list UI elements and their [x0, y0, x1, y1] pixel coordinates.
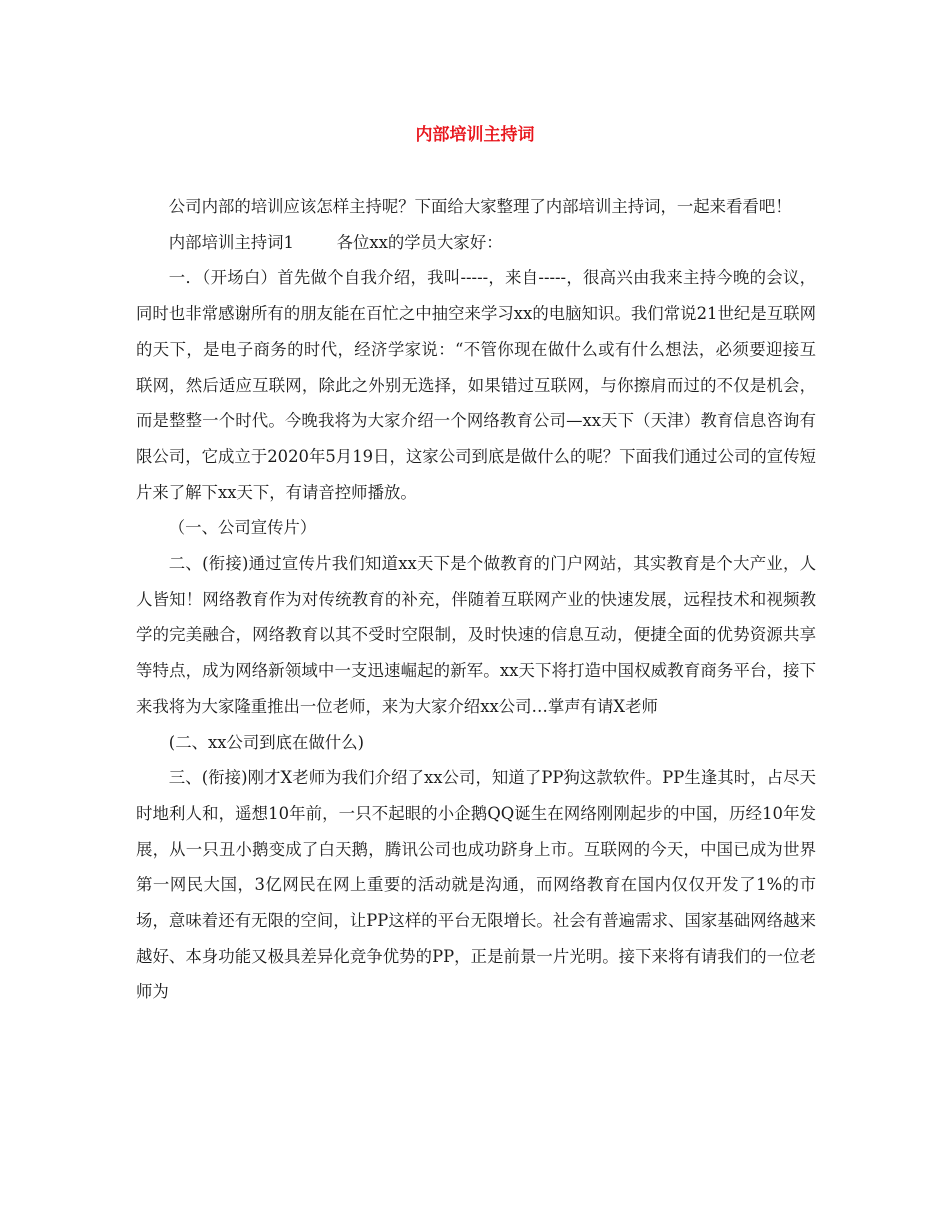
document-title: 内部培训主持词	[415, 125, 535, 145]
section-heading-line	[136, 225, 816, 261]
intro-paragraph: 公司内部的培训应该怎样主持呢？下面给大家整理了内部培训主持词，一起来看看吧！	[168, 197, 792, 216]
subheading-company-business: (二、xx公司到底在做什么)	[168, 732, 364, 752]
greeting: 各位xx的学员大家好：	[336, 232, 503, 252]
paragraph-transition-2: 二、(衔接)通过宣传片我们知道xx天下是个做教育的门户网站，其实教育是个大产业，人人皆知！网络教育作为对传统教育的补充，伴随着互联网产业的快速发展，远程技术和视频教学的完美融合，网络教育以其不受时空限制，及时快速的信息互动，便捷全面的优势资源共享等特点，成为网络新领域中一支迅速崛起的新军。xx天下将打造中国权威教育商务平台，接下来我将为大家隆重推出一位老师，来为大家介绍xx公司…掌声有请X老师	[136, 554, 816, 716]
paragraph-transition-3: 三、(衔接)刚才X老师为我们介绍了xx公司，知道了PP狗这款软件。PP生逢其时，占尽天时地利人和，遥想10年前，一只不起眼的小企鹅QQ诞生在网络刚刚起步的中国，历经10年发展，从一只丑小鹅变成了白天鹅，腾讯公司也成功跻身上市。互联网的今天，中国已成为世界第一网民大国，3亿网民在网上重要的活动就是沟通，而网络教育在国内仅仅开发了1%的市场，意味着还有无限的空间，让PP这样的平台无限增长。社会有普遍需求、国家基础网络越来越好、本身功能又极具差异化竞争优势的PP，正是前景一片光明。接下来将有请我们的一位老师为	[136, 768, 816, 1002]
subheading-promo-video: （一、公司宣传片）	[168, 518, 317, 538]
document-body	[136, 189, 816, 1010]
paragraph-opening: 一．（开场白）首先做个自我介绍，我叫-----，来自-----，很高兴由我来主持今晚的会议，同时也非常感谢所有的朋友能在百忙之中抽空来学习xx的电脑知识。我们常说21世纪是互联网的天下，是电子商务的时代，经济学家说：“不管你现在做什么或有什么想法，必须要迎接互联网，然后适应互联网，除此之外别无选择，如果错过互联网，与你擦肩而过的不仅是机会，而是整整一个时代。今晚我将为大家介绍一个网络教育公司—xx天下（天津）教育信息咨询有限公司，它成立于2020年5月19日，这家公司到底是做什么的呢？下面我们通过公司的宣传短片来了解下xx天下，有请音控师播放。	[136, 268, 816, 502]
section-heading: 内部培训主持词1	[168, 232, 294, 252]
